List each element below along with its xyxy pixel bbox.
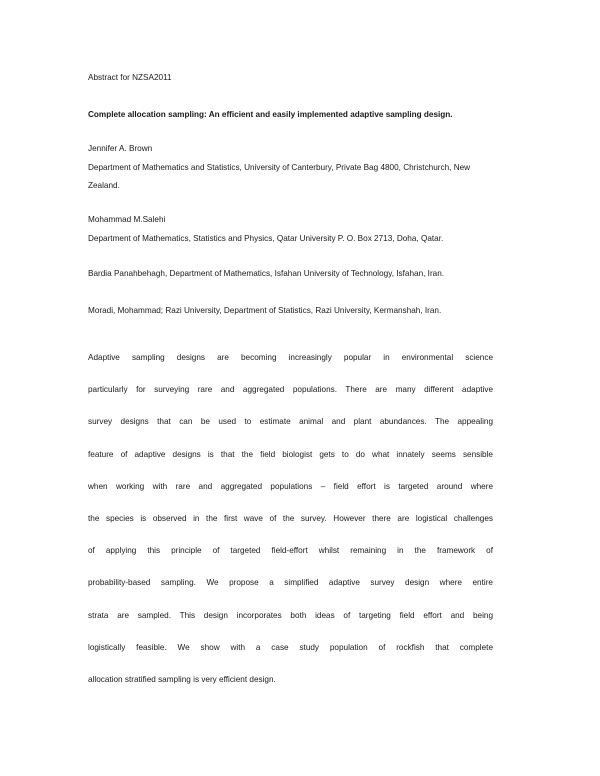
abstract-body xyxy=(88,334,493,704)
author-name-salehi: Mohammad M.Salehi xyxy=(88,215,166,224)
abstract-line: feature of adaptive designs is that the field biologist gets to do what innately seems sensible xyxy=(88,449,493,459)
author-panahbehagh: Bardia Panahbehagh, Department of Mathematics, Isfahan University of Technology, Isfahan, Iran. xyxy=(88,269,445,278)
abstract-line: of applying this principle of targeted field-effort whilst remaining in the framework of xyxy=(88,546,493,556)
abstract-line-last: allocation stratified sampling is very efficient design. xyxy=(88,674,276,684)
author-affiliation-brown-line2: Zealand. xyxy=(88,181,120,190)
abstract-line: survey designs that can be used to estimate animal and plant abundances. The appealing xyxy=(88,417,493,427)
abstract-line: strata are sampled. This design incorporates both ideas of targeting field effort and being xyxy=(88,610,493,620)
abstract-line: probability-based sampling. We propose a simplified adaptive survey design where entire xyxy=(88,578,493,588)
abstract-line: particularly for surveying rare and aggregated populations. There are many different adaptive xyxy=(88,385,493,395)
author-affiliation-brown-line1: Department of Mathematics and Statistics, University of Canterbury, Private Bag 4800, Christchurch, New xyxy=(88,163,471,172)
author-name-brown: Jennifer A. Brown xyxy=(88,144,153,153)
abstract-line: Adaptive sampling designs are becoming increasingly popular in environmental science xyxy=(88,353,493,363)
abstract-line: when working with rare and aggregated populations – field effort is targeted around where xyxy=(88,481,493,491)
author-affiliation-salehi: Department of Mathematics, Statistics and Physics, Qatar University P. O. Box 2713, Doha, Qatar. xyxy=(88,234,444,243)
author-moradi: Moradi, Mohammad; Razi University, Department of Statistics, Razi University, Kermanshah, Iran. xyxy=(88,306,442,315)
document-title: Complete allocation sampling: An efficient and easily implemented adaptive sampling design. xyxy=(88,110,453,119)
document-header: Abstract for NZSA2011 xyxy=(88,73,172,82)
abstract-line: logistically feasible. We show with a case study population of rockfish that complete xyxy=(88,642,493,652)
abstract-line: the species is observed in the first wave of the survey. However there are logistical challenges xyxy=(88,514,493,524)
